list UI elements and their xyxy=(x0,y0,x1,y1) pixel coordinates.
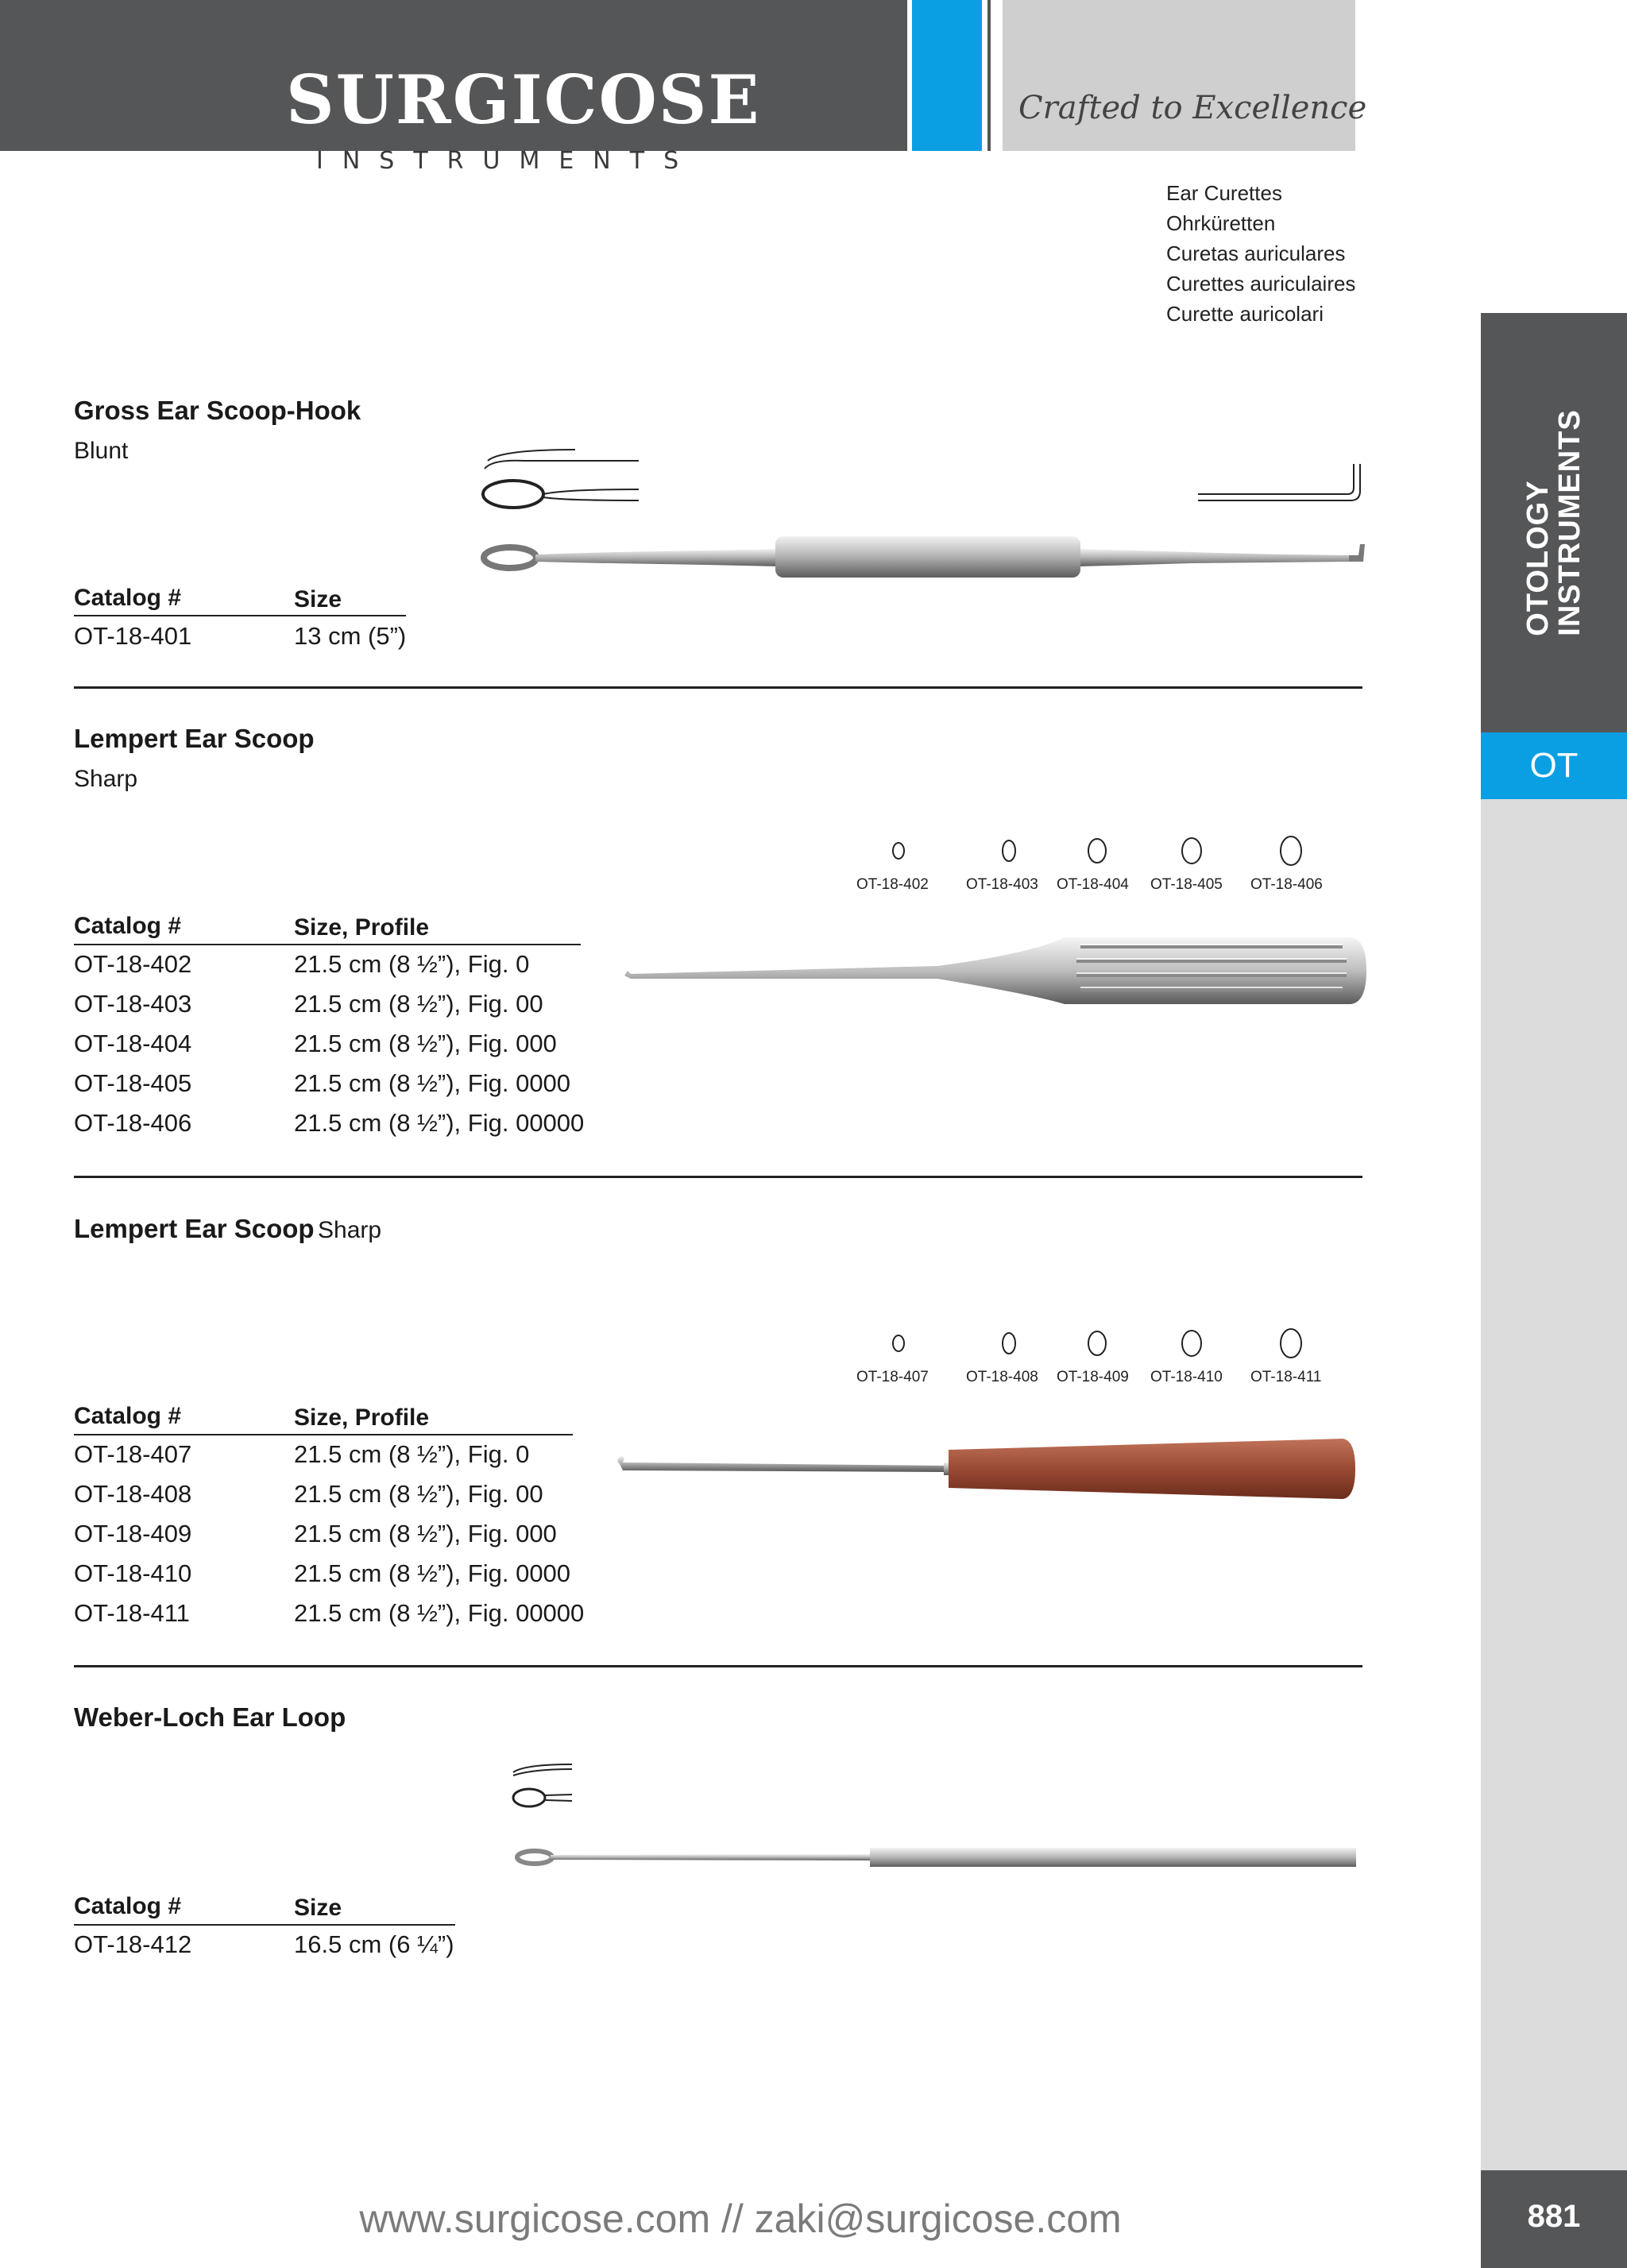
catalog-number: OT-18-405 xyxy=(74,1069,192,1097)
size-value: 21.5 cm (8 ½”), Fig. 0 xyxy=(294,950,530,978)
brand-subtitle: INSTRUMENTS xyxy=(316,147,698,175)
figure-label: OT-18-411 xyxy=(1250,1369,1322,1385)
size-value: 21.5 cm (8 ½”), Fig. 000 xyxy=(294,1520,557,1547)
catalog-number: OT-18-404 xyxy=(74,1030,192,1057)
figure-label: OT-18-403 xyxy=(966,876,1038,893)
scoop-profile-figures xyxy=(870,1327,1315,1360)
size-value: 21.5 cm (8 ½”), Fig. 0000 xyxy=(294,1559,571,1587)
hook-tip-detail-drawing xyxy=(1192,459,1366,507)
size-value: 13 cm (5”) xyxy=(294,622,407,650)
product-subtitle: Blunt xyxy=(74,438,129,464)
header-tagline-panel xyxy=(1003,0,1355,151)
figure-label: OT-18-405 xyxy=(1150,876,1223,893)
gross-ear-scoop-hook-image xyxy=(477,528,1366,584)
lempert-ear-scoop-steel-image xyxy=(620,929,1366,1017)
table-rule xyxy=(74,615,406,616)
table-rule xyxy=(74,1924,455,1926)
product-subtitle: Sharp xyxy=(74,766,138,792)
catalog-number: OT-18-403 xyxy=(74,990,192,1018)
product-title: Lempert Ear Scoop xyxy=(74,724,315,753)
loop-tip-detail-drawing xyxy=(508,1760,580,1815)
side-category-title xyxy=(1522,409,1586,636)
catalog-number: OT-18-412 xyxy=(74,1930,192,1958)
product-title: Lempert Ear Scoop xyxy=(74,1214,315,1243)
brand-tagline: Crafted to Excellence xyxy=(1018,90,1367,126)
figure-label: OT-18-406 xyxy=(1250,876,1323,893)
header-divider xyxy=(987,0,991,151)
figure-label: OT-18-402 xyxy=(856,876,929,893)
figure-label: OT-18-407 xyxy=(856,1369,929,1385)
catalog-number: OT-18-406 xyxy=(74,1109,192,1137)
weber-loch-ear-loop-image xyxy=(512,1841,1362,1873)
category-names xyxy=(1166,178,1355,329)
lempert-ear-scoop-wood-handle-image xyxy=(612,1434,1358,1505)
category-name-fr: Curettes auriculaires xyxy=(1166,272,1356,296)
scoop-tip-detail-drawing xyxy=(477,445,643,512)
catalog-header: Catalog # xyxy=(74,585,182,611)
size-value: 21.5 cm (8 ½”), Fig. 00 xyxy=(294,1480,543,1508)
catalog-header: Catalog # xyxy=(74,913,182,939)
category-name-de: Ohrküretten xyxy=(1166,211,1276,235)
product-subtitle: Sharp xyxy=(318,1217,382,1243)
section-divider xyxy=(74,1665,1362,1667)
figure-label: OT-18-409 xyxy=(1057,1369,1129,1385)
side-title-line1: OTOLOGY xyxy=(1521,480,1555,636)
category-name-es: Curetas auriculares xyxy=(1166,241,1346,265)
size-header: Size xyxy=(294,586,342,612)
size-value: 21.5 cm (8 ½”), Fig. 00000 xyxy=(294,1599,585,1627)
page-number: 881 xyxy=(1481,2170,1627,2268)
catalog-number: OT-18-401 xyxy=(74,622,192,650)
size-value: 21.5 cm (8 ½”), Fig. 000 xyxy=(294,1030,557,1057)
size-value: 21.5 cm (8 ½”), Fig. 0 xyxy=(294,1440,530,1468)
product-heading xyxy=(74,1215,381,1242)
figure-label: OT-18-404 xyxy=(1057,876,1129,893)
catalog-number: OT-18-408 xyxy=(74,1480,192,1508)
size-value: 21.5 cm (8 ½”), Fig. 0000 xyxy=(294,1069,571,1097)
product-title: Gross Ear Scoop-Hook xyxy=(74,396,361,425)
section-divider xyxy=(74,1176,1362,1178)
catalog-number: OT-18-409 xyxy=(74,1520,192,1547)
catalog-number: OT-18-410 xyxy=(74,1559,192,1587)
size-profile-header: Size, Profile xyxy=(294,914,430,941)
catalog-header: Catalog # xyxy=(74,1403,182,1429)
product-title: Weber-Loch Ear Loop xyxy=(74,1702,346,1732)
category-name-it: Curette auricolari xyxy=(1166,302,1324,326)
catalog-number: OT-18-411 xyxy=(74,1599,190,1627)
size-profile-header: Size, Profile xyxy=(294,1404,430,1431)
table-rule xyxy=(74,1434,573,1435)
header-blue-bar xyxy=(912,0,982,151)
section-divider xyxy=(74,686,1362,689)
scoop-profile-figures xyxy=(870,834,1315,867)
size-value: 16.5 cm (6 ¼”) xyxy=(294,1930,454,1958)
side-title-line2: INSTRUMENTS xyxy=(1553,409,1586,636)
category-name-en: Ear Curettes xyxy=(1166,181,1282,205)
size-value: 21.5 cm (8 ½”), Fig. 00 xyxy=(294,990,543,1018)
brand-logo-text: SURGICOSE xyxy=(286,60,761,139)
table-rule xyxy=(74,944,581,945)
catalog-number: OT-18-407 xyxy=(74,1440,192,1468)
catalog-header: Catalog # xyxy=(74,1893,182,1919)
size-value: 21.5 cm (8 ½”), Fig. 00000 xyxy=(294,1109,585,1137)
figure-label: OT-18-408 xyxy=(966,1369,1038,1385)
footer-contact: www.surgicose.com // zaki@surgicose.com xyxy=(359,2197,1122,2241)
catalog-number: OT-18-402 xyxy=(74,950,192,978)
side-category-code: OT xyxy=(1481,732,1627,799)
figure-label: OT-18-410 xyxy=(1150,1369,1223,1385)
size-header: Size xyxy=(294,1895,342,1921)
